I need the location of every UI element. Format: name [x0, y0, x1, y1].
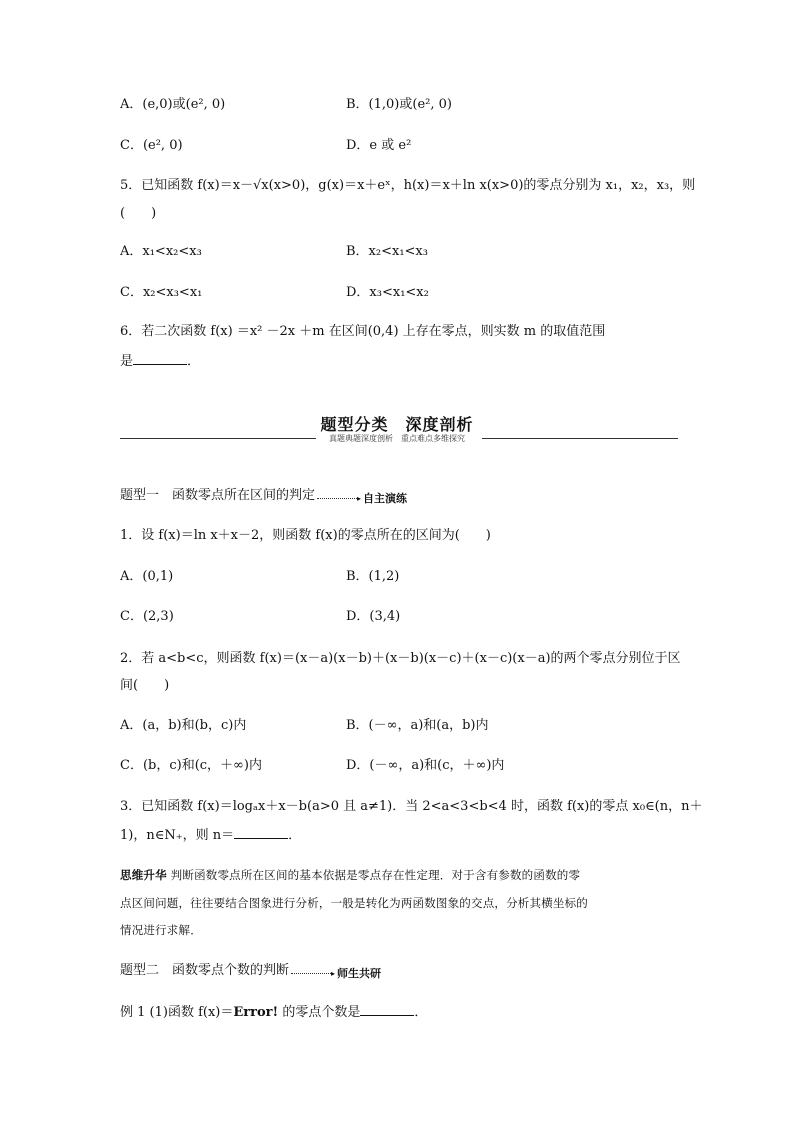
- answer-blank: [234, 826, 288, 839]
- example1-error: Error!: [233, 1005, 279, 1020]
- example1-suffix: ．: [414, 1005, 428, 1020]
- type2-heading: [120, 962, 381, 983]
- example1-middle: 的零点个数是: [278, 1005, 361, 1020]
- q5-option-b: B．x₂<x₁<x₃: [346, 244, 428, 259]
- type1-q3-line2: [120, 826, 301, 845]
- answer-blank: [360, 1003, 414, 1016]
- example1: [120, 1003, 427, 1022]
- q6-suffix: ．: [187, 354, 201, 369]
- type1-q2-option-a: A．(a，b)和(b，c)内: [120, 718, 247, 733]
- insight-line2: 点区间问题，往往要结合图象进行分析，一般是转化为两函数图象的交点，分析其横坐标的: [120, 896, 588, 910]
- insight-line1: [120, 866, 580, 884]
- option-c: C．(e², 0): [120, 138, 183, 153]
- type1-q1-option-b: B．(1,2): [346, 569, 400, 584]
- section-subtitle: 真题典题深度剖析 重点难点多维探究: [329, 434, 465, 443]
- q5-stem-line1: 5．已知函数 f(x)＝x－√x(x>0)，g(x)＝x＋eˣ，h(x)＝x＋ln x(x>0)的零点分别为 x₁，x₂，x₃，则: [120, 178, 696, 193]
- option-d: D．e 或 e²: [346, 138, 412, 153]
- type1-q1-option-a: A．(0,1): [120, 569, 174, 584]
- q5-option-c: C．x₂<x₃<x₁: [120, 285, 203, 300]
- type1-q3-suffix: ．: [288, 828, 302, 843]
- type1-q2-line1: 2．若 a<b<c，则函数 f(x)＝(x－a)(x－b)＋(x－b)(x－c)＋(x－c)(x－a)的两个零点分别位于区: [120, 651, 681, 666]
- type1-q1: 1．设 f(x)＝ln x＋x－2，则函数 f(x)的零点所在的区间为( ): [120, 528, 491, 543]
- dotted-leader: [291, 973, 331, 974]
- type2-tag-label: 师生共研: [337, 966, 382, 980]
- answer-blank: [133, 352, 187, 365]
- q6-prefix: 是: [120, 354, 134, 369]
- option-a: A．(e,0)或(e², 0): [120, 97, 226, 112]
- type2-heading-text: 题型二 函数零点个数的判断: [120, 963, 290, 978]
- type1-heading: [120, 487, 407, 508]
- q5-stem-line2: ( ): [120, 206, 157, 221]
- example1-prefix: 例 1 (1)函数 f(x)＝: [120, 1005, 234, 1020]
- q5-option-a: A．x₁<x₂<x₃: [120, 244, 202, 259]
- type1-q2-option-c: C．(b，c)和(c，＋∞)内: [120, 758, 262, 773]
- type1-q1-option-c: C．(2,3): [120, 609, 174, 624]
- insight-line3: 情况进行求解．: [120, 923, 202, 937]
- dotted-leader: [317, 498, 357, 499]
- type2-tag: [291, 965, 381, 983]
- type1-heading-text: 题型一 函数零点所在区间的判定: [120, 488, 316, 503]
- q6-stem-line1: 6．若二次函数 f(x) ＝x² －2x ＋m 在区间(0,4) 上存在零点，则实数 m 的取值范围: [120, 324, 606, 339]
- type1-q2-line2: 间( ): [120, 678, 170, 693]
- q5-option-d: D．x₃<x₁<x₂: [346, 285, 429, 300]
- type1-tag: [317, 490, 407, 508]
- insight-text-1: 判断函数零点所在区间的基本依据是零点存在性定理．对于含有参数的函数的零: [170, 868, 581, 882]
- q6-stem-line2: [120, 352, 200, 371]
- type1-tag-label: 自主演练: [363, 491, 408, 505]
- type1-q2-option-d: D．(－∞，a)和(c，＋∞)内: [346, 758, 505, 773]
- type1-q2-option-b: B．(－∞，a)和(a，b)内: [346, 718, 489, 733]
- option-b: B．(1,0)或(e², 0): [346, 97, 452, 112]
- type1-q1-option-d: D．(3,4): [346, 609, 401, 624]
- arrow-right-icon: ▸: [357, 493, 362, 503]
- insight-label: 思维升华: [120, 868, 167, 882]
- section-title: 题型分类 深度剖析: [320, 415, 474, 434]
- type1-q3-line1: 3．已知函数 f(x)＝logₐx＋x－b(a>0 且 a≠1)．当 2<a<3<b<4 时，函数 f(x)的零点 x₀∈(n，n＋: [120, 799, 703, 814]
- type1-q3-prefix: 1)，n∈N₊，则 n＝: [120, 828, 235, 843]
- arrow-right-icon: ▸: [331, 968, 336, 978]
